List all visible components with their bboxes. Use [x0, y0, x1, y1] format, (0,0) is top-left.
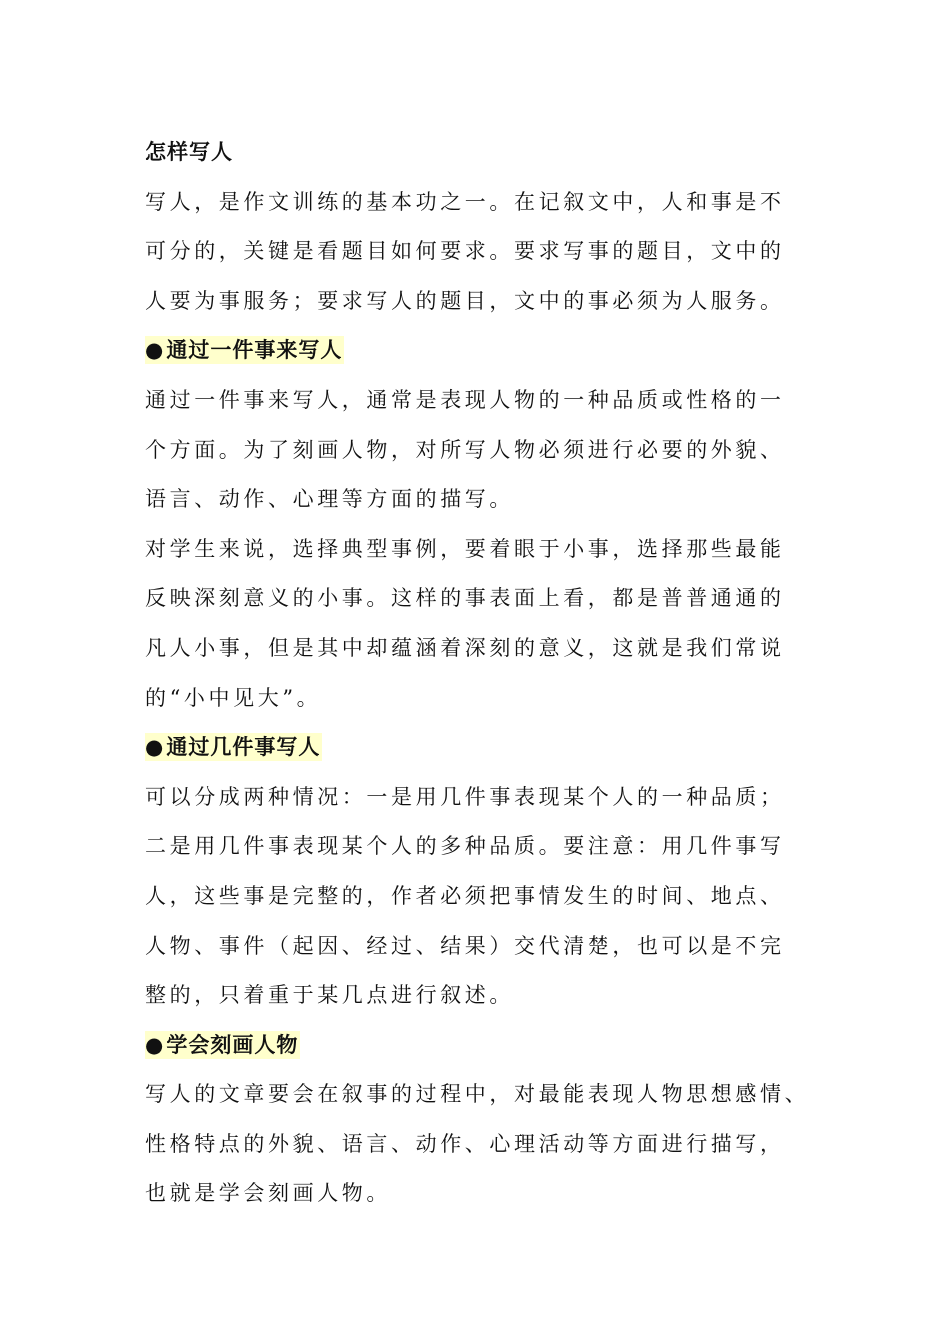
- paragraph-line: 人物、事件（起因、经过、结果）交代清楚，也可以是不完: [145, 933, 785, 958]
- heading-highlight: [145, 336, 344, 364]
- section-heading-one-event: [145, 331, 805, 381]
- paragraph-line: 反映深刻意义的小事。这样的事表面上看，都是普普通通的: [145, 586, 785, 611]
- bullet-icon: ●: [145, 1032, 165, 1057]
- section-heading-text: 通过一件事来写人: [166, 338, 343, 363]
- paragraph-line: 可以分成两种情况：一是用几件事表现某个人的一种品质；: [145, 784, 785, 809]
- paragraph-line: 性格特点的外貌、语言、动作、心理活动等方面进行描写，: [145, 1131, 785, 1156]
- intro-line: 可分的，关键是看题目如何要求。要求写事的题目，文中的: [145, 239, 785, 264]
- paragraph-line: 人，这些事是完整的，作者必须把事情发生的时间、地点、: [145, 883, 785, 908]
- paragraph-line: 语言、动作、心理等方面的描写。: [145, 487, 514, 512]
- intro-line: 写人，是作文训练的基本功之一。在记叙文中，人和事是不: [145, 189, 785, 214]
- paragraph-line: 凡人小事，但是其中却蕴涵着深刻的意义，这就是我们常说: [145, 635, 785, 660]
- section-heading-text: 通过几件事写人: [166, 735, 321, 760]
- paragraph-line: 也就是学会刻画人物。: [145, 1181, 391, 1206]
- paragraph-line: 二是用几件事表现某个人的多种品质。要注意：用几件事写: [145, 834, 785, 859]
- heading-highlight: [145, 733, 322, 761]
- heading-highlight: [145, 1031, 300, 1059]
- paragraph-line: 个方面。为了刻画人物，对所写人物必须进行必要的外貌、: [145, 437, 785, 462]
- paragraph-line: 对学生来说，选择典型事例，要着眼于小事，选择那些最能: [145, 536, 785, 561]
- paragraph-line: 通过一件事来写人，通常是表现人物的一种品质或性格的一: [145, 387, 785, 412]
- section-heading-portray-characters: [145, 1026, 805, 1076]
- paragraph-line: 整的，只着重于某几点进行叙述。: [145, 983, 514, 1008]
- paragraph-line: 写人的文章要会在叙事的过程中，对最能表现人物思想感情、: [145, 1082, 810, 1107]
- section-heading-several-events: [145, 728, 805, 778]
- paragraph-line: 的“小中见大”。: [145, 685, 322, 710]
- document-page: [145, 133, 810, 1224]
- section-heading-text: 学会刻画人物: [166, 1032, 299, 1057]
- bullet-icon: ●: [145, 338, 165, 363]
- bullet-icon: ●: [145, 735, 165, 760]
- intro-line: 人要为事服务；要求写人的题目，文中的事必须为人服务。: [145, 288, 785, 313]
- document-title: 怎样写人: [145, 140, 233, 164]
